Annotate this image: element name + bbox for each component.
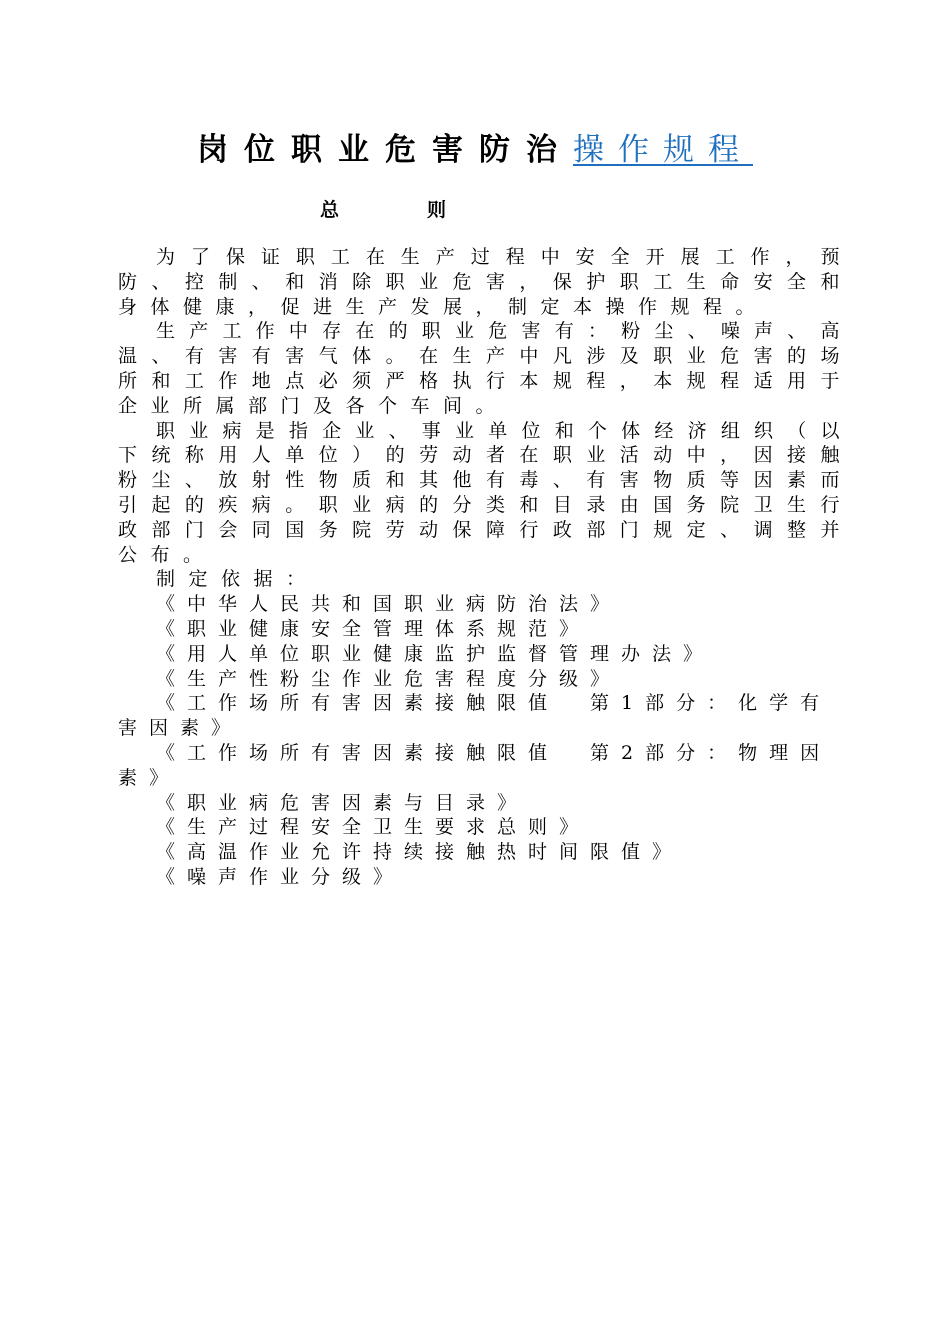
page-title [0,128,950,172]
title-main: 岗位职业危害防治 [197,132,573,168]
reference-item: 《职业健康安全管理体系规范》 [156,617,591,640]
reference-item: 《生产过程安全卫生要求总则》 [156,816,591,839]
paragraph-definition: 职业病是指企业、事业单位和个体经济组织（以下统称用人单位）的劳动者在职业活动中，因接触粉尘、放射性物质和其他有毒、有害物质等因素而引起的疾病。职业病的分类和目录由国务院卫生行政部门会同国务院劳动保障行政部门规定、调整并公布。 [118,419,853,566]
paragraph-purpose: 为了保证职工在生产过程中安全开展工作，预防、控制、和消除职业危害，保护职工生命安全和身体健康，促进生产发展，制定本操作规程。 [118,246,853,318]
reference-item: 《工作场所有害因素接触限值 第1部分：化学有害因素》 [118,692,832,740]
reference-item: 《工作场所有害因素接触限值 第2部分：物理因素》 [118,741,832,789]
reference-item: 《职业病危害因素与目录》 [156,791,529,814]
reference-item: 《高温作业允许持续接触热时间限值》 [156,841,684,864]
paragraph-hazards: 生产工作中存在的职业危害有：粉尘、噪声、高温、有害有害气体。在生产中凡涉及职业危害的场所和工作地点必须严格执行本规程，本规程适用于企业所属部门及各个车间。 [118,320,853,417]
section-heading: 总则 [320,199,535,221]
reference-item: 《生产性粉尘作业危害程度分级》 [156,667,622,690]
reference-item: 《用人单位职业健康监护监督管理办法》 [156,642,715,665]
reference-item: 《中华人民共和国职业病防治法》 [156,593,622,616]
document-body [118,245,853,890]
title-link[interactable]: 操作规程 [573,132,753,168]
reference-item: 《噪声作业分级》 [156,865,405,888]
paragraph-basis-heading: 制定依据： [156,568,319,591]
